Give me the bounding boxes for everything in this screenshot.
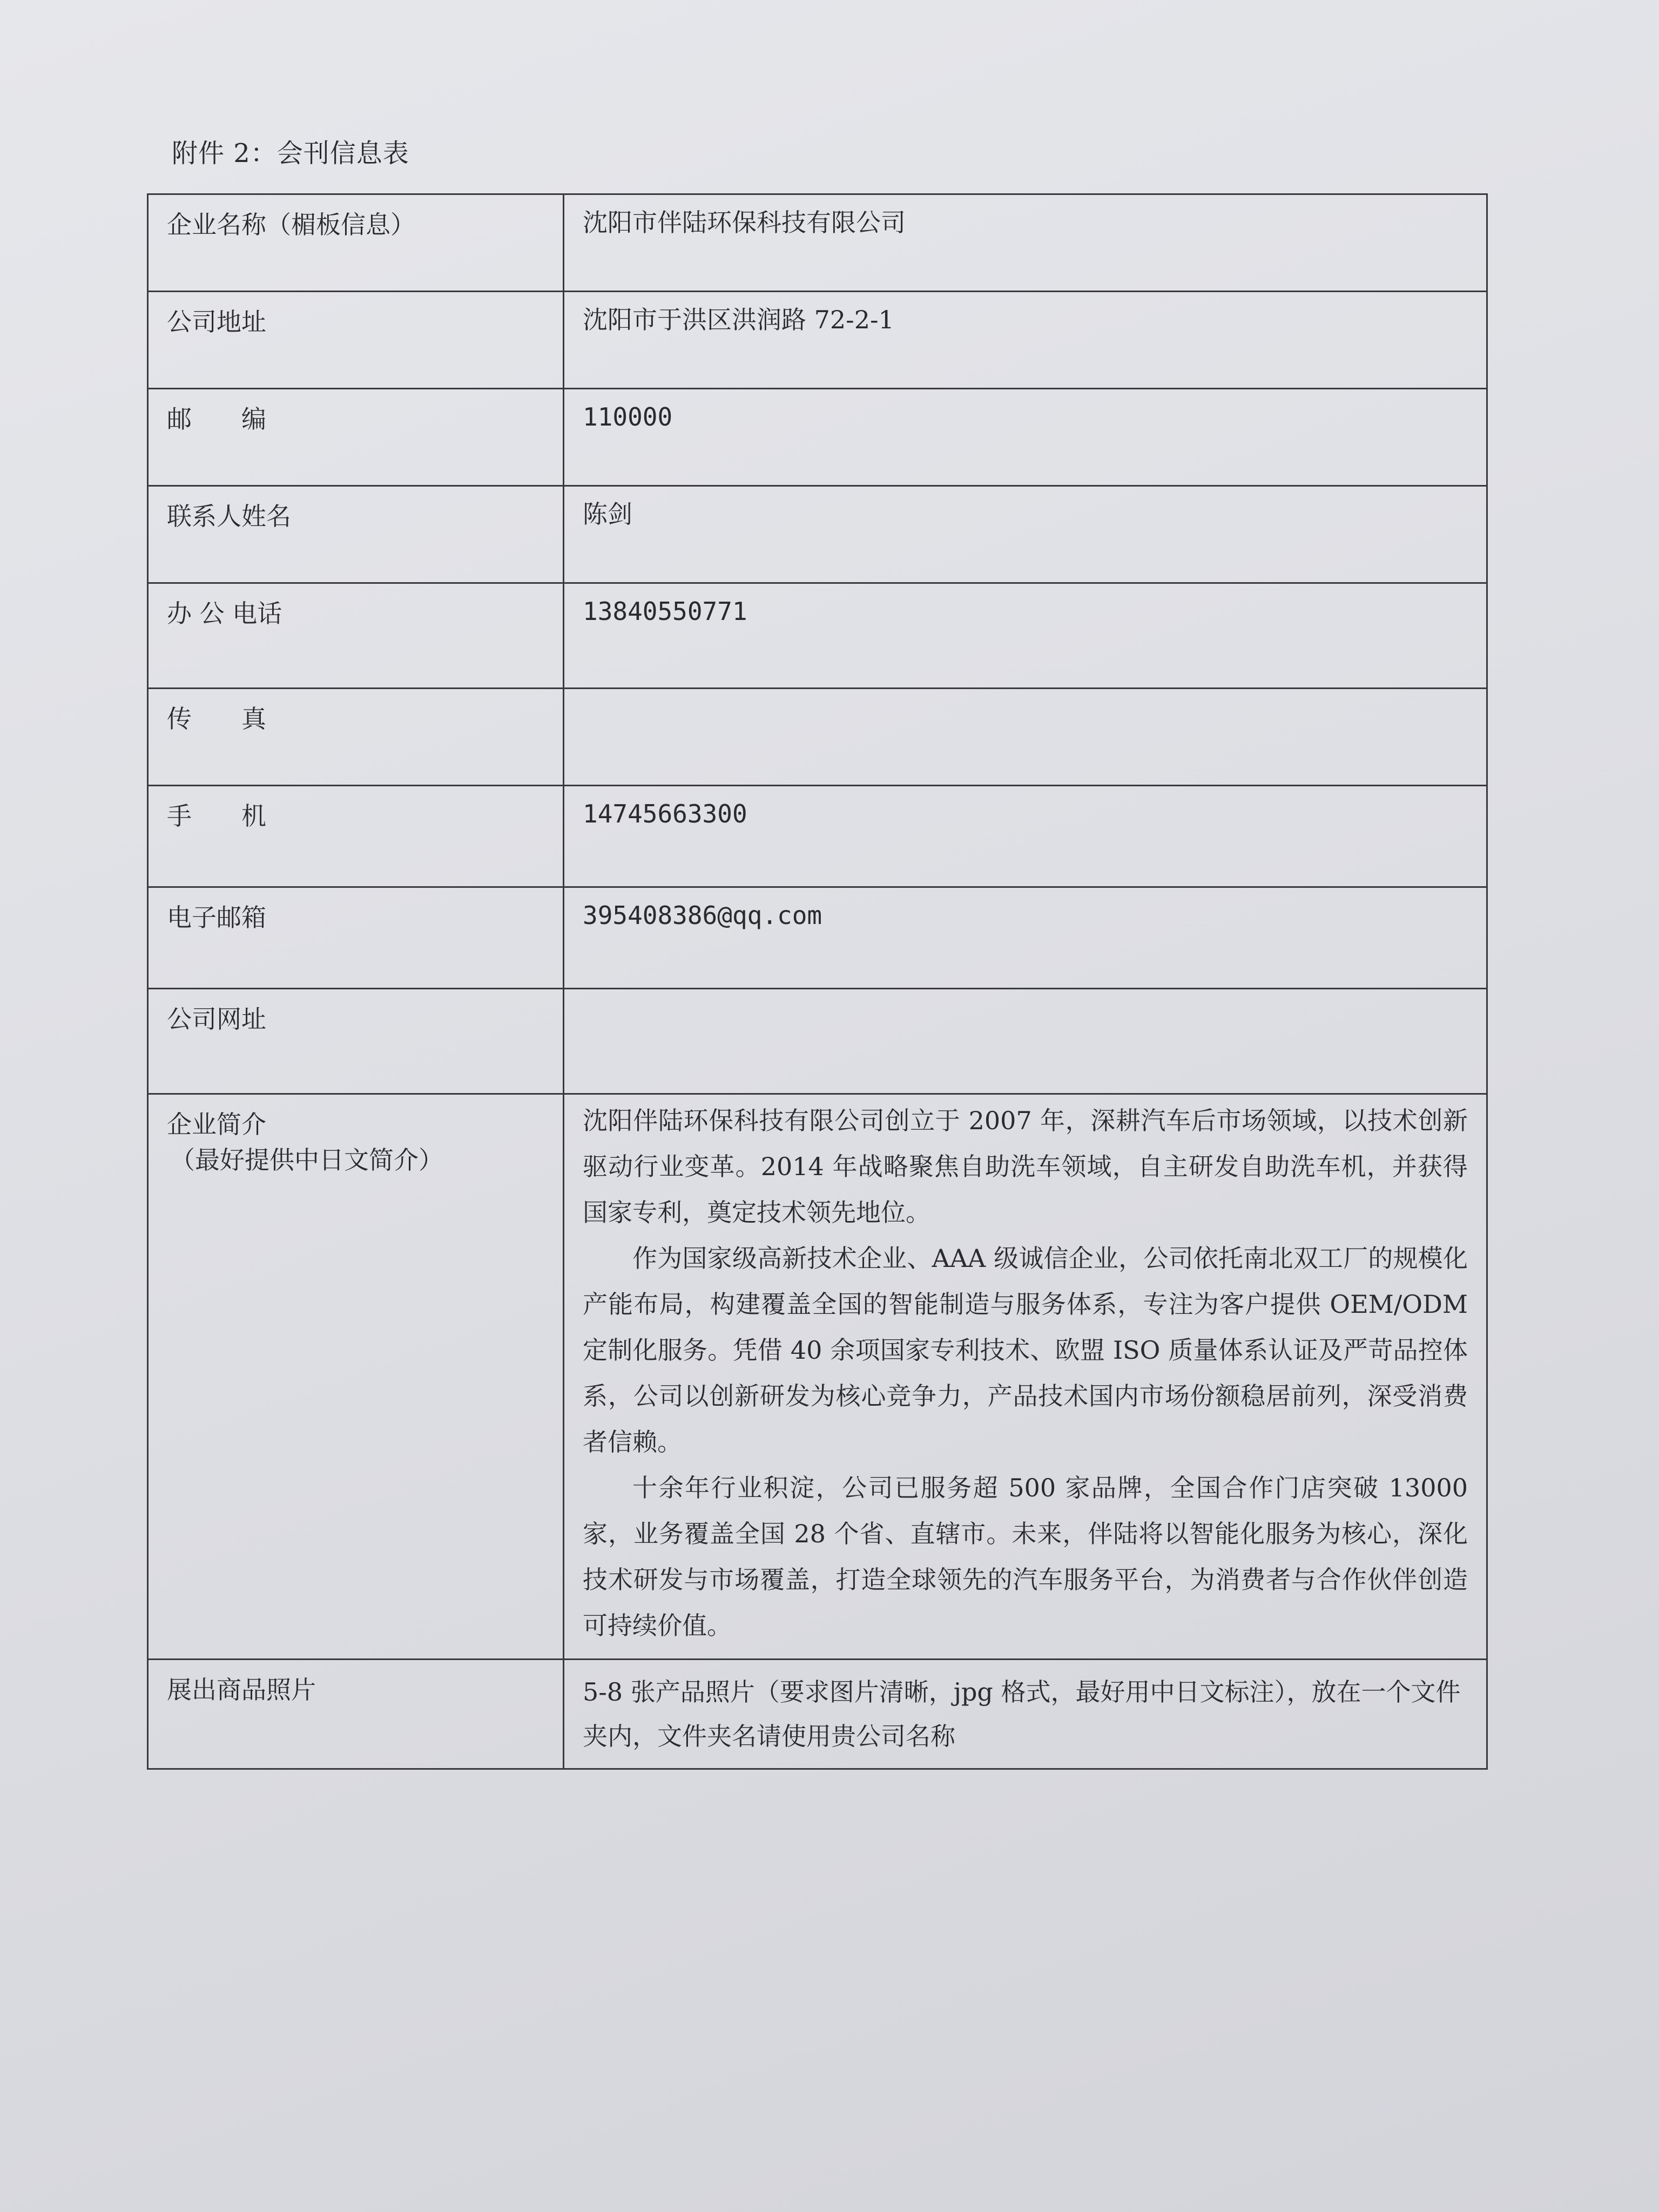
table-row-postcode [148,389,1487,486]
website-value [564,989,1487,1094]
photos-value: 5-8 张产品照片（要求图片清晰，jpg 格式，最好用中日文标注），放在一个文件夹内，文件夹名请使用贵公司名称 [564,1660,1487,1769]
info-form-table [147,193,1488,1770]
table-row-office-phone [148,583,1487,689]
table-row-contact-name [148,486,1487,583]
table-row-address [148,292,1487,389]
intro-text-cell [564,1094,1487,1660]
table-row-company-name [148,194,1487,292]
mobile-value: 14745663300 [564,786,1487,887]
photos-label: 展出商品照片 [148,1660,564,1769]
table-row-email [148,887,1487,989]
table-row-website [148,989,1487,1094]
page-title: 附件 2：会刊信息表 [172,138,409,168]
table-row-fax [148,689,1487,786]
fax-value [564,689,1487,786]
address-value: 沈阳市于洪区洪润路 72-2-1 [564,292,1487,389]
company-name-label: 企业名称（楣板信息） [148,194,564,292]
intro-paragraph-3: 十余年行业积淀，公司已服务超 500 家品牌，全国合作门店突破 13000 家，业务覆盖全国 28 个省、直辖市。未来，伴陆将以智能化服务为核心，深化技术研发与市场覆盖，打造全球领先的汽车服务平台，为消费者与合作伙伴创造可持续价值。 [583,1473,1468,1640]
table-row-intro [148,1094,1487,1660]
mobile-label: 手 机 [148,786,564,887]
contact-name-label: 联系人姓名 [148,486,564,583]
contact-name-value: 陈剑 [564,486,1487,583]
office-phone-label: 办 公 电话 [148,583,564,689]
address-label: 公司地址 [148,292,564,389]
table-row-photos [148,1660,1487,1769]
intro-paragraph-1: 沈阳伴陆环保科技有限公司创立于 2007 年，深耕汽车后市场领域，以技术创新驱动行业变革。2014 年战略聚焦自助洗车领域，自主研发自助洗车机，并获得国家专利，奠定技术领先地位。 [583,1106,1468,1227]
intro-label: 企业简介 [167,1110,266,1139]
email-label: 电子邮箱 [148,887,564,989]
postcode-value: 110000 [564,389,1487,486]
table-row-mobile [148,786,1487,887]
intro-label-cell [148,1094,564,1660]
email-value: 395408386@qq.com [564,887,1487,989]
fax-label: 传 真 [148,689,564,786]
intro-sublabel: （最好提供中日文简介） [170,1145,443,1175]
intro-paragraph-2: 作为国家级高新技术企业、AAA 级诚信企业，公司依托南北双工厂的规模化产能布局，构建覆盖全国的智能制造与服务体系，专注为客户提供 OEM/ODM 定制化服务。凭借 40 余项国家专利技术、欧盟 ISO 质量体系认证及严苛品控体系，公司以创新研发为核心竞争力，产品技术国内市场份额稳居前列，深受消费者信赖。 [583,1244,1468,1456]
company-name-value: 沈阳市伴陆环保科技有限公司 [564,194,1487,292]
postcode-label: 邮 编 [148,389,564,486]
website-label: 公司网址 [148,989,564,1094]
office-phone-value: 13840550771 [564,583,1487,689]
